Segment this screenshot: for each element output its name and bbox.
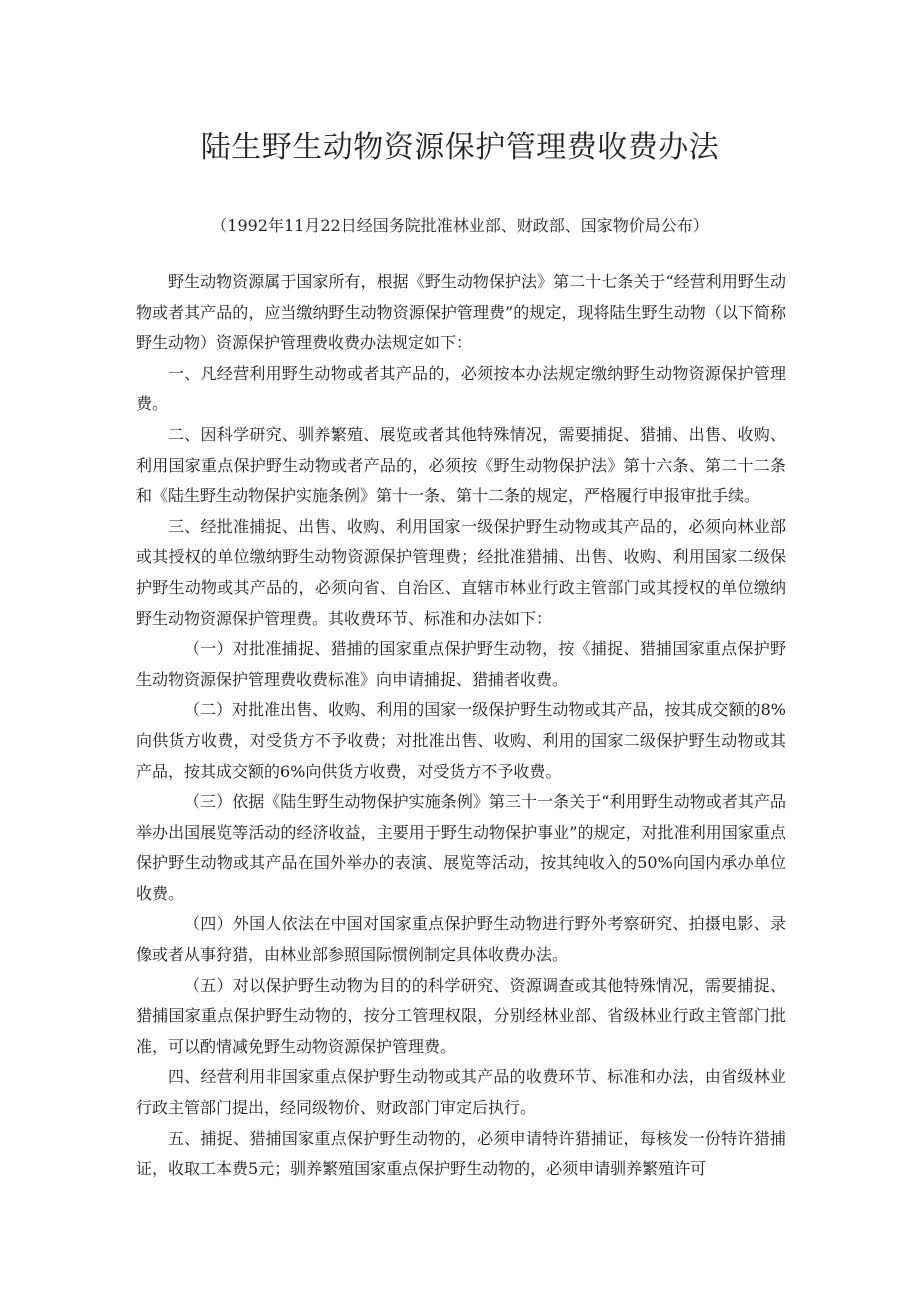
paragraph-article-3-4: （四）外国人依法在中国对国家重点保护野生动物进行野外考察研究、拍摄电影、录像或者从事狩猎，由林业部参照国际惯例制定具体收费办法。 xyxy=(136,914,786,965)
paragraph-article-4: 四、经营利用非国家重点保护野生动物或其产品的收费环节、标准和办法，由省级林业行政主管部门提出，经同级物价、财政部门审定后执行。 xyxy=(136,1067,786,1118)
paragraph-preamble: 野生动物资源属于国家所有，根据《野生动物保护法》第二十七条关于“经营利用野生动物或者其产品的，应当缴纳野生动物资源保护管理费”的规定，现将陆生野生动物（以下简称野生动物）资源保护管理费收费办法规定如下： xyxy=(136,272,786,353)
paragraph-article-3: 三、经批准捕捉、出售、收购、利用国家一级保护野生动物或其产品的，必须向林业部或其授权的单位缴纳野生动物资源保护管理费；经批准猎捕、出售、收购、利用国家二级保护野生动物或其产品的，必须向省、自治区、直辖市林业行政主管部门或其授权的单位缴纳野生动物资源保护管理费。其收费环节、标准和办法如下： xyxy=(136,516,786,628)
paragraph-article-3-5: （五）对以保护野生动物为目的的科学研究、资源调查或其他特殊情况，需要捕捉、猎捕国家重点保护野生动物的，按分工管理权限，分别经林业部、省级林业行政主管部门批准，可以酌情减免野生动物资源保护管理费。 xyxy=(136,975,786,1056)
paragraph-article-2: 二、因科学研究、驯养繁殖、展览或者其他特殊情况，需要捕捉、猎捕、出售、收购、利用国家重点保护野生动物或者产品的，必须按《野生动物保护法》第十六条、第二十二条和《陆生野生动物保护实施条例》第十一条、第十二条的规定，严格履行申报审批手续。 xyxy=(136,424,786,506)
document-subtitle: （1992年11月22日经国务院批准林业部、财政部、国家物价局公布） xyxy=(211,216,709,235)
paragraph-article-5: 五、捕捉、猎捕国家重点保护野生动物的，必须申请特许猎捕证，每核发一份特许猎捕证，收取工本费5元；驯养繁殖国家重点保护野生动物的，必须申请驯养繁殖许可 xyxy=(136,1128,786,1179)
document-title: 陆生野生动物资源保护管理费收费办法 xyxy=(200,130,720,165)
document-body xyxy=(136,267,786,1185)
paragraph-article-3-2: （二）对批准出售、收购、利用的国家一级保护野生动物或其产品，按其成交额的8%向供货方收费，对受货方不予收费；对批准出售、收购、利用的国家二级保护野生动物或其产品，按其成交额的6%向供货方收费，对受货方不予收费。 xyxy=(136,700,786,781)
paragraph-article-3-1: （一）对批准捕捉、猎捕的国家重点保护野生动物，按《捕捉、猎捕国家重点保护野生动物资源保护管理费收费标准》向申请捕捉、猎捕者收费。 xyxy=(136,639,786,689)
paragraph-article-1: 一、凡经营利用野生动物或者其产品的，必须按本办法规定缴纳野生动物资源保护管理费。 xyxy=(136,363,786,414)
paragraph-article-3-3: （三）依据《陆生野生动物保护实施条例》第三十一条关于“利用野生动物或者其产品举办出国展览等活动的经济收益，主要用于野生动物保护事业”的规定，对批准利用国家重点保护野生动物或其产品在国外举办的表演、展览等活动，按其纯收入的50%向国内承办单位收费。 xyxy=(136,792,786,903)
